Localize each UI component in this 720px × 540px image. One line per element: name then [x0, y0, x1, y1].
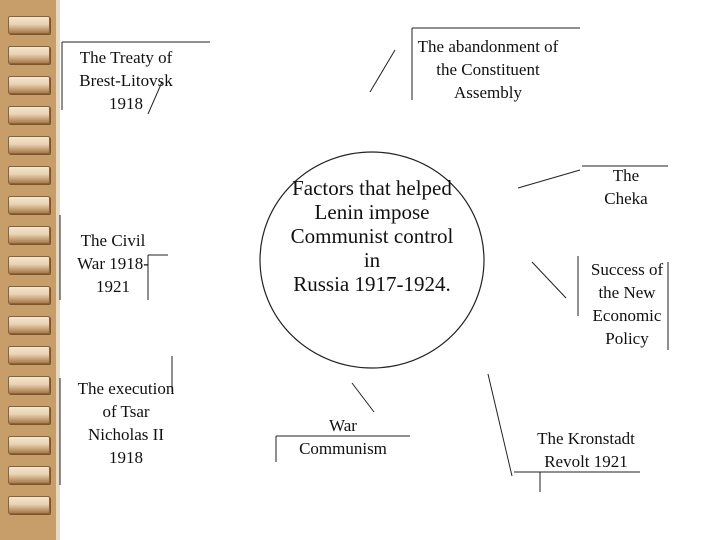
- war-communism-pointer: [352, 383, 374, 412]
- factor-cheka: The Cheka: [604, 166, 648, 208]
- nep-pointer: [532, 262, 566, 298]
- constituent-pointer: [370, 50, 395, 92]
- factor-treaty: The Treaty of Brest-Litovsk 1918: [79, 48, 173, 113]
- cheka-pointer: [518, 170, 580, 188]
- factor-kronstadt: The Kronstadt Revolt 1921: [537, 429, 635, 471]
- central-factor: Factors that helped Lenin impose Communist control in Russia 1917-1924.: [290, 176, 454, 296]
- factor-constituent: The abandonment of the Constituent Assembly: [417, 37, 559, 102]
- factor-nep: Success of the New Economic Policy: [590, 260, 664, 348]
- factor-civil-war: The Civil War 1918- 1921: [77, 231, 149, 296]
- kronstadt-pointer: [488, 374, 512, 476]
- factor-execution: The execution of Tsar Nicholas II 1918: [77, 379, 175, 467]
- factor-war-communism: War Communism: [299, 416, 387, 458]
